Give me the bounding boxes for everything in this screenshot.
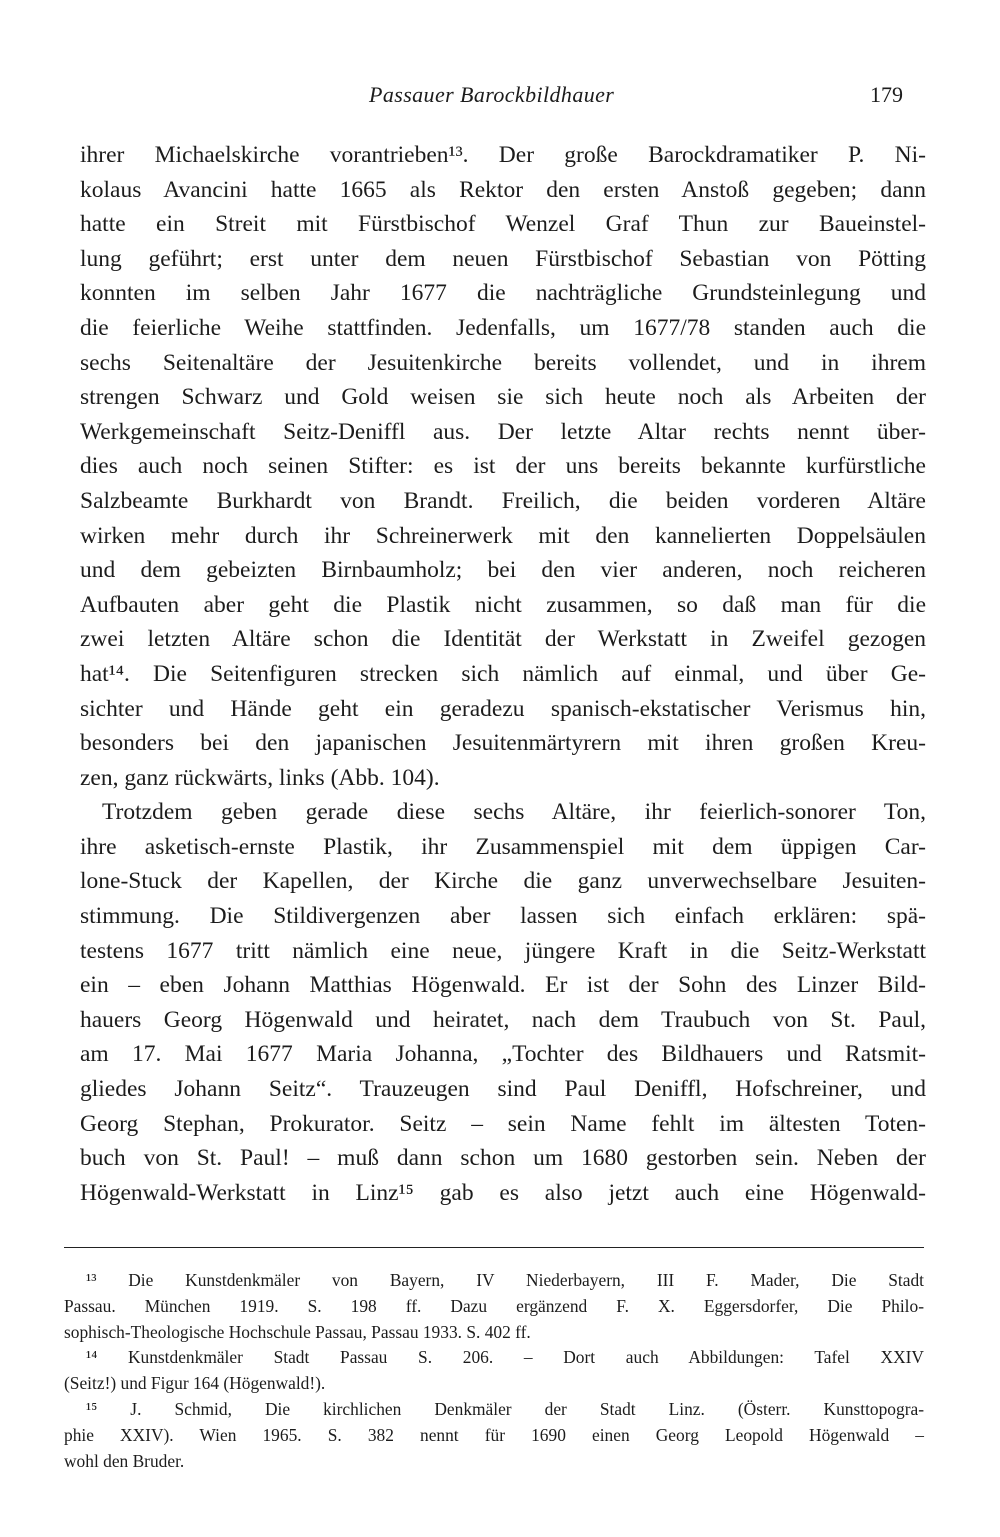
text-line: ein – eben Johann Matthias Högenwald. Er ist der Sohn des Linzer Bild-	[80, 972, 926, 999]
text-line: Georg Stephan, Prokurator. Seitz – sein Name fehlt im ältesten Toten-	[80, 1110, 926, 1137]
text-line: strengen Schwarz und Gold weisen sie sich heute noch als Arbeiten der	[80, 384, 926, 411]
text-line: wirken mehr durch ihr Schreinerwerk mit den kannelierten Doppelsäulen	[80, 522, 926, 549]
footnote-line: sophisch-Theologische Hochschule Passau, Passau 1933. S. 402 ff.	[64, 1321, 531, 1342]
text-line: lone-Stuck der Kapellen, der Kirche die ganz unverwechselbare Jesuiten-	[80, 868, 926, 895]
text-line: ihre asketisch-ernste Plastik, ihr Zusammenspiel mit dem üppigen Car-	[80, 833, 926, 860]
text-line: gliedes Johann Seitz“. Trauzeugen sind Paul Deniffl, Hofschreiner, und	[80, 1076, 926, 1103]
running-title: Passauer Barockbildhauer	[369, 82, 615, 107]
text-line: zwei letzten Altäre schon die Identität der Werkstatt in Zweifel gezogen	[80, 626, 926, 653]
text-line: sechs Seitenaltäre der Jesuitenkirche bereits vollendet, und in ihrem	[80, 349, 926, 376]
text-line: buch von St. Paul! – muß dann schon um 1680 gestorben sein. Neben der	[80, 1145, 926, 1172]
footnote-line: ¹⁵ J. Schmid, Die kirchlichen Denkmäler der Stadt Linz. (Österr. Kunsttopogra-	[86, 1398, 924, 1419]
footnote-line: phie XXIV). Wien 1965. S. 382 nennt für 1690 einen Georg Leopold Högenwald –	[64, 1424, 924, 1445]
footnote-line: ¹⁴ Kunstdenkmäler Stadt Passau S. 206. – Dort auch Abbildungen: Tafel XXIV	[86, 1347, 924, 1368]
text-line: ihrer Michaelskirche vorantrieben¹³. Der große Barockdramatiker P. Ni-	[80, 142, 926, 168]
text-line: kolaus Avancini hatte 1665 als Rektor den ersten Anstoß gegeben; dann	[80, 176, 926, 203]
footnote-line: ¹³ Die Kunstdenkmäler von Bayern, IV Niederbayern, III F. Mader, Die Stadt	[86, 1270, 924, 1290]
text-line: testens 1677 tritt nämlich eine neue, jüngere Kraft in die Seitz-Werkstatt	[80, 937, 926, 964]
text-line: zen, ganz rückwärts, links (Abb. 104).	[80, 764, 440, 791]
text-line: Werkgemeinschaft Seitz-Deniffl aus. Der letzte Altar rechts nennt über-	[80, 418, 926, 445]
page-number: 179	[870, 82, 903, 107]
footnote-line: wohl den Bruder.	[64, 1450, 185, 1471]
text-line: konnten im selben Jahr 1677 die nachträgliche Grundsteinlegung und	[80, 280, 926, 307]
text-line: am 17. Mai 1677 Maria Johanna, „Tochter des Bildhauers und Ratsmit-	[80, 1041, 926, 1068]
text-line: die feierliche Weihe stattfinden. Jedenfalls, um 1677/78 standen auch die	[80, 314, 926, 341]
footnote-line: Passau. München 1919. S. 198 ff. Dazu ergänzend F. X. Eggersdorfer, Die Philo-	[64, 1295, 924, 1316]
text-line: und dem gebeizten Birnbaumholz; bei den vier anderen, noch reicheren	[80, 557, 926, 584]
text-line: besonders bei den japanischen Jesuitenmärtyrern mit ihren großen Kreu-	[80, 730, 926, 757]
text-line: dies auch noch seinen Stifter: es ist der uns bereits bekannte kurfürstliche	[80, 453, 926, 480]
text-line: Trotzdem geben gerade diese sechs Altäre, ihr feierlich-sonorer Ton,	[102, 799, 926, 826]
text-line: Högenwald-Werkstatt in Linz¹⁵ gab es also jetzt auch eine Högenwald-	[80, 1179, 926, 1206]
body-text	[80, 138, 926, 1210]
footnote-line: (Seitz!) und Figur 164 (Högenwald!).	[64, 1373, 326, 1394]
footnote-divider	[64, 1247, 924, 1248]
text-line: hat¹⁴. Die Seitenfiguren strecken sich nämlich auf einmal, und über Ge-	[80, 660, 926, 687]
page-header	[0, 82, 1000, 118]
text-line: Salzbeamte Burkhardt von Brandt. Freilich, die beiden vorderen Altäre	[80, 487, 926, 514]
text-line: sichter und Hände geht ein geradezu spanisch-ekstatischer Verismus hin,	[80, 695, 926, 722]
text-line: lung geführt; erst unter dem neuen Fürstbischof Sebastian von Pötting	[80, 245, 926, 272]
text-line: hatte ein Streit mit Fürstbischof Wenzel Graf Thun zur Baueinstel-	[80, 211, 926, 238]
text-line: hauers Georg Högenwald und heiratet, nach dem Traubuch von St. Paul,	[80, 1006, 926, 1033]
text-line: Aufbauten aber geht die Plastik nicht zusammen, so daß man für die	[80, 591, 926, 618]
text-line: stimmung. Die Stildivergenzen aber lassen sich einfach erklären: spä-	[80, 903, 926, 930]
footnotes	[64, 1268, 924, 1474]
